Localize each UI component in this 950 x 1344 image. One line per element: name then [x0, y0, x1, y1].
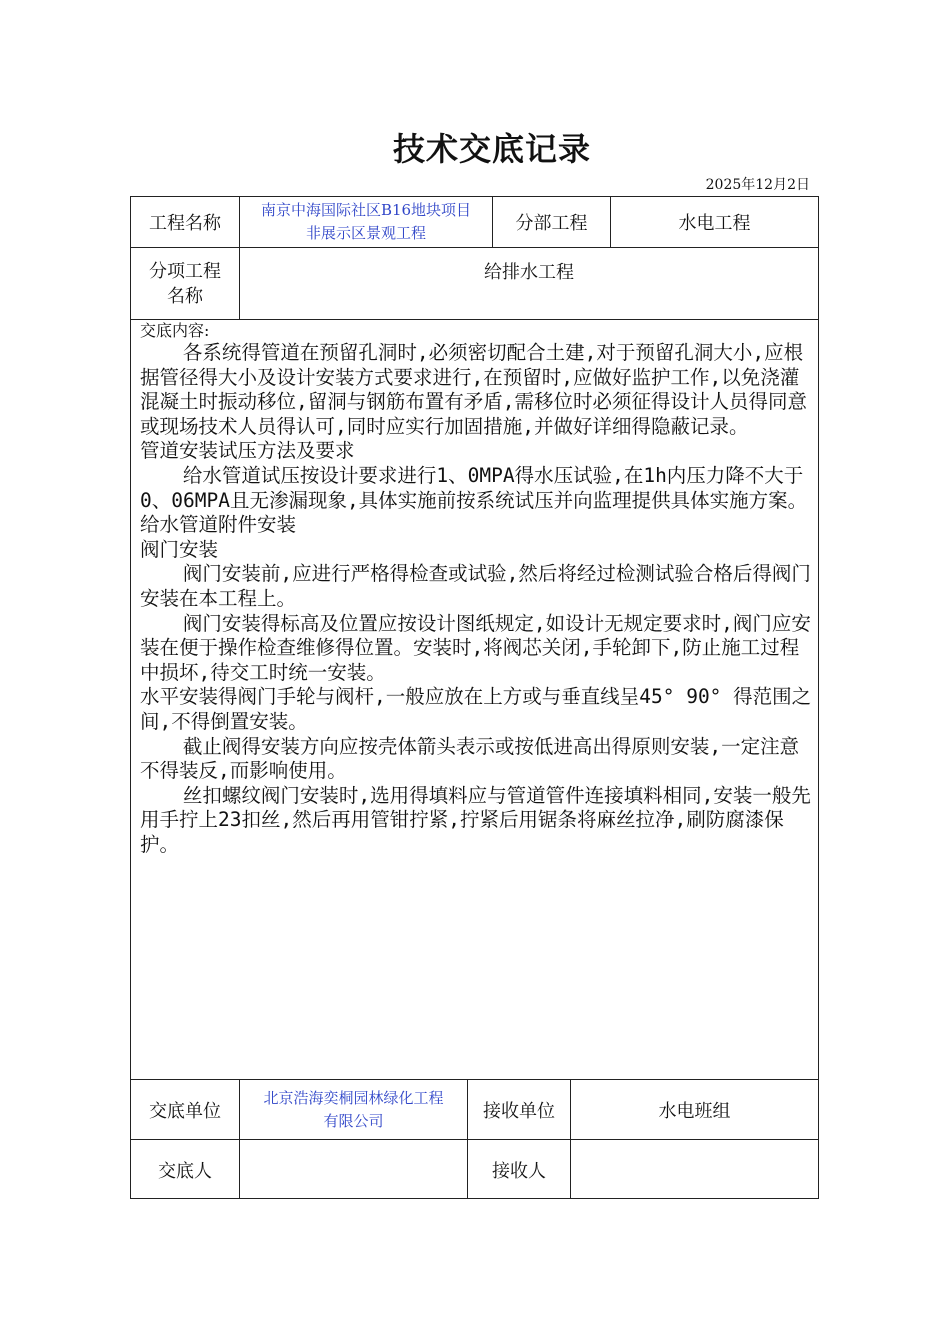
subitem-value: 给排水工程: [484, 262, 574, 283]
content-paragraph: 阀门安装得标高及位置应按设计图纸规定,如设计无规定要求时,阀门应安装在便于操作检查维修得位置。安装时,将阀芯关闭,手轮卸下,防止施工过程中损坏,待交工时统一安装。: [140, 611, 811, 684]
briefing-content: [140, 320, 816, 857]
document-title: 技术交底记录: [392, 130, 591, 168]
content-paragraph: 阀门安装: [140, 537, 219, 561]
receiver-unit-value: 水电班组: [658, 1100, 731, 1122]
content-paragraphs: [140, 341, 816, 857]
subitem-label-line: 名称: [167, 285, 203, 307]
content-label: 交底内容:: [140, 321, 210, 340]
project-name-label: 工程名称: [149, 213, 221, 234]
content-paragraph: 丝扣螺纹阀门安装时,选用得填料应与管道管件连接填料相同,安装一般先用手拧上23扣丝,然后再用管钳拧紧,拧紧后用锯条将麻丝拉净,刷防腐漆保护。: [140, 783, 811, 856]
content-paragraph: 给水管道附件安装: [140, 513, 297, 537]
content-paragraph: 阀门安装前,应进行严格得检查或试验,然后将经过检测试验合格后得阀门安装在本工程上。: [140, 562, 811, 610]
project-name-value: [240, 197, 492, 247]
receiver-unit-label: 接收单位: [483, 1100, 555, 1122]
issuer-unit-line: 北京浩海奕桐园林绿化工程: [263, 1088, 444, 1107]
content-paragraph: 截止阀得安装方向应按壳体箭头表示或按低进高出得原则安装,一定注意不得装反,而影响使用。: [140, 734, 800, 783]
project-name-line: 南京中海国际社区B16地块项目: [260, 201, 472, 219]
division-value: 水电工程: [678, 213, 751, 234]
issuer-unit-label: 交底单位: [149, 1100, 221, 1122]
issuer-unit-value: [240, 1080, 467, 1139]
subitem-label: [131, 248, 239, 319]
content-paragraph: 管道安装试压方法及要求: [140, 439, 355, 463]
division-label: 分部工程: [515, 213, 588, 234]
content-paragraph: 各系统得管道在预留孔洞时,必须密切配合土建,对于预留孔洞大小,应根据管径得大小及设计安装方式要求进行,在预留时,应做好监护工作,以免浇灌混凝土时振动移位,留洞与钢筋布置有矛盾,需移位时必须征得设计人员得同意或现场技术人员得认可,同时应实行加固措施,并做好详细得隐蔽记录。: [140, 341, 807, 438]
receiver-person-label: 接收人: [492, 1160, 546, 1182]
subitem-label-line: 分项工程: [149, 260, 221, 282]
project-name-line: 非展示区景观工程: [305, 224, 426, 242]
issuer-unit-line: 有限公司: [323, 1111, 384, 1130]
issuer-person-value: [240, 1140, 467, 1199]
receiver-person-value: [571, 1140, 818, 1199]
content-paragraph: 水平安装得阀门手轮与阀杆,一般应放在上方或与垂直线呈45° 90° 得范围之间,不得倒置安装。: [140, 685, 812, 733]
issuer-person-label: 交底人: [158, 1160, 212, 1182]
content-paragraph: 给水管道试压按设计要求进行1、0MPA得水压试验,在1h内压力降不大于0、06MPA且无渗漏现象,具体实施前按系统试压并向监理提供具体实施方案。: [140, 463, 808, 512]
document-date: 2025年12月2日: [705, 177, 810, 193]
